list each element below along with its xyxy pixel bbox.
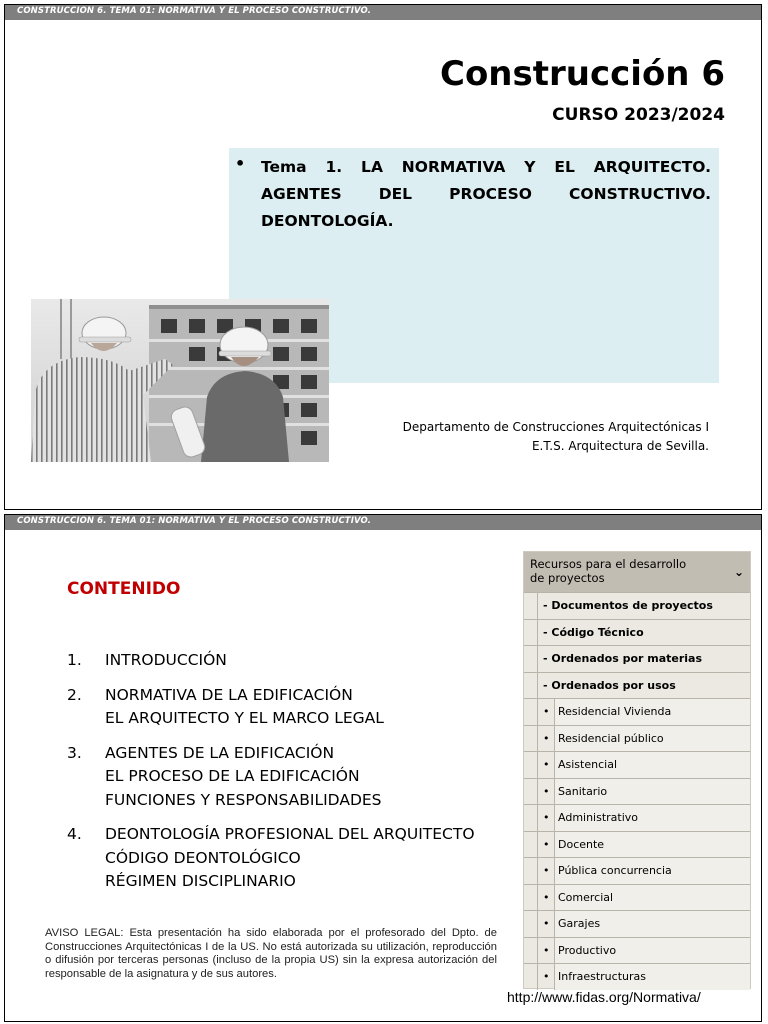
resources-title-line: de proyectos — [530, 571, 605, 585]
resources-panel — [523, 551, 751, 989]
menu-item[interactable]: - Ordenados por materias — [524, 645, 750, 672]
submenu-item[interactable] — [524, 778, 750, 805]
submenu-item-label: Productivo — [554, 938, 750, 964]
course-year: CURSO 2023/2024 — [552, 105, 725, 125]
toc-line: FUNCIONES Y RESPONSABILIDADES — [105, 790, 382, 809]
resources-title — [530, 557, 686, 585]
contents-title: CONTENIDO — [67, 579, 181, 599]
toc-line: DEONTOLOGÍA PROFESIONAL DEL ARQUITECTO — [105, 825, 475, 843]
submenu-item-label: Asistencial — [554, 752, 750, 778]
submenu-item-label: Comercial — [554, 885, 750, 911]
toc-line: EL ARQUITECTO Y EL MARCO LEGAL — [105, 709, 384, 727]
toc-line: CÓDIGO DEONTOLÓGICO — [105, 848, 301, 867]
resources-title-line: Recursos para el desarrollo — [530, 557, 687, 571]
slide-2 — [4, 514, 762, 1022]
toc-item — [67, 823, 507, 894]
submenu-item[interactable] — [524, 725, 750, 752]
submenu-item-label: Administrativo — [554, 805, 750, 831]
toc-line: RÉGIMEN DISCIPLINARIO — [105, 872, 296, 890]
submenu-item-label: Sanitario — [554, 779, 750, 805]
table-of-contents — [67, 649, 507, 905]
submenu-item[interactable] — [524, 884, 750, 911]
legal-notice: AVISO LEGAL: Esta presentación ha sido elaborada por el profesorado del Dpto. de Construcciones Arquitectónicas I de la US. No está autorizada su utilización, reproducción o difusión por terceras personas (incluso de la propia US) sin la expresa autorización del responsable de la asignatura y de sus autores. — [45, 927, 497, 980]
bullet-icon: • — [543, 811, 550, 824]
toc-item — [67, 684, 507, 731]
submenu-item-label: Infraestructuras — [554, 964, 750, 990]
toc-number: 1. — [67, 651, 82, 669]
chevron-down-icon[interactable]: ⌄ — [733, 565, 744, 579]
bullet-icon: • — [235, 154, 246, 173]
slide-header-text: CONSTRUCCION 6. TEMA 01: NORMATIVA Y EL PROCESO CONSTRUCTIVO. — [17, 516, 371, 526]
bullet-icon: • — [543, 943, 550, 957]
toc-line: AGENTES DE LA EDIFICACIÓN — [105, 743, 335, 762]
toc-number: 2. — [67, 685, 82, 704]
submenu-item-label: Pública concurrencia — [554, 858, 750, 884]
bullet-icon: • — [543, 864, 550, 877]
slide-header-text: CONSTRUCCION 6. TEMA 01: NORMATIVA Y EL PROCESO CONSTRUCTIVO. — [17, 6, 371, 16]
bullet-icon: • — [543, 837, 550, 851]
submenu-item[interactable] — [524, 963, 750, 990]
toc-line: EL PROCESO DE LA EDIFICACIÓN — [105, 767, 360, 785]
toc-number: 3. — [67, 743, 82, 762]
submenu-item-label: Docente — [554, 832, 750, 858]
toc-item — [67, 742, 507, 813]
toc-line: INTRODUCCIÓN — [105, 651, 227, 669]
submenu-item[interactable] — [524, 804, 750, 831]
menu-item[interactable]: - Código Técnico — [524, 619, 750, 646]
architects-photo — [31, 299, 329, 462]
bullet-icon: • — [543, 784, 550, 798]
department-name: Departamento de Construcciones Arquitectónicas I — [402, 420, 709, 434]
page-title: Construcción 6 — [440, 54, 725, 94]
menu-item[interactable]: - Documentos de proyectos — [524, 592, 750, 619]
submenu-item[interactable] — [524, 937, 750, 964]
bullet-icon: • — [543, 970, 550, 983]
submenu-item[interactable] — [524, 751, 750, 778]
bullet-icon: • — [543, 758, 550, 771]
slide-header-bar — [5, 5, 761, 20]
topic-title: Tema 1. LA NORMATIVA Y EL ARQUITECTO. AGENTES DEL PROCESO CONSTRUCTIVO. DEONTOLOGÍA. — [261, 158, 711, 230]
resources-header[interactable] — [524, 552, 750, 592]
slide-1 — [4, 4, 762, 510]
submenu-item[interactable] — [524, 698, 750, 725]
menu-item[interactable]: - Ordenados por usos — [524, 672, 750, 699]
bullet-icon: • — [543, 917, 550, 930]
submenu-item[interactable] — [524, 910, 750, 937]
submenu-item-label: Residencial público — [554, 726, 750, 752]
toc-item — [67, 649, 507, 673]
source-url[interactable]: http://www.fidas.org/Normativa/ — [507, 989, 701, 1005]
school-name: E.T.S. Arquitectura de Sevilla. — [531, 439, 709, 453]
department-info — [403, 418, 709, 456]
submenu-item-label: Garajes — [554, 911, 750, 937]
bullet-icon: • — [543, 890, 550, 904]
bullet-icon: • — [543, 705, 550, 718]
slide-header-bar — [5, 515, 761, 530]
submenu-item-label: Residencial Vivienda — [554, 699, 750, 725]
toc-number: 4. — [67, 825, 82, 843]
bullet-icon: • — [543, 731, 550, 745]
submenu-item[interactable] — [524, 831, 750, 858]
toc-line: NORMATIVA DE LA EDIFICACIÓN — [105, 685, 353, 704]
submenu-item[interactable] — [524, 857, 750, 884]
